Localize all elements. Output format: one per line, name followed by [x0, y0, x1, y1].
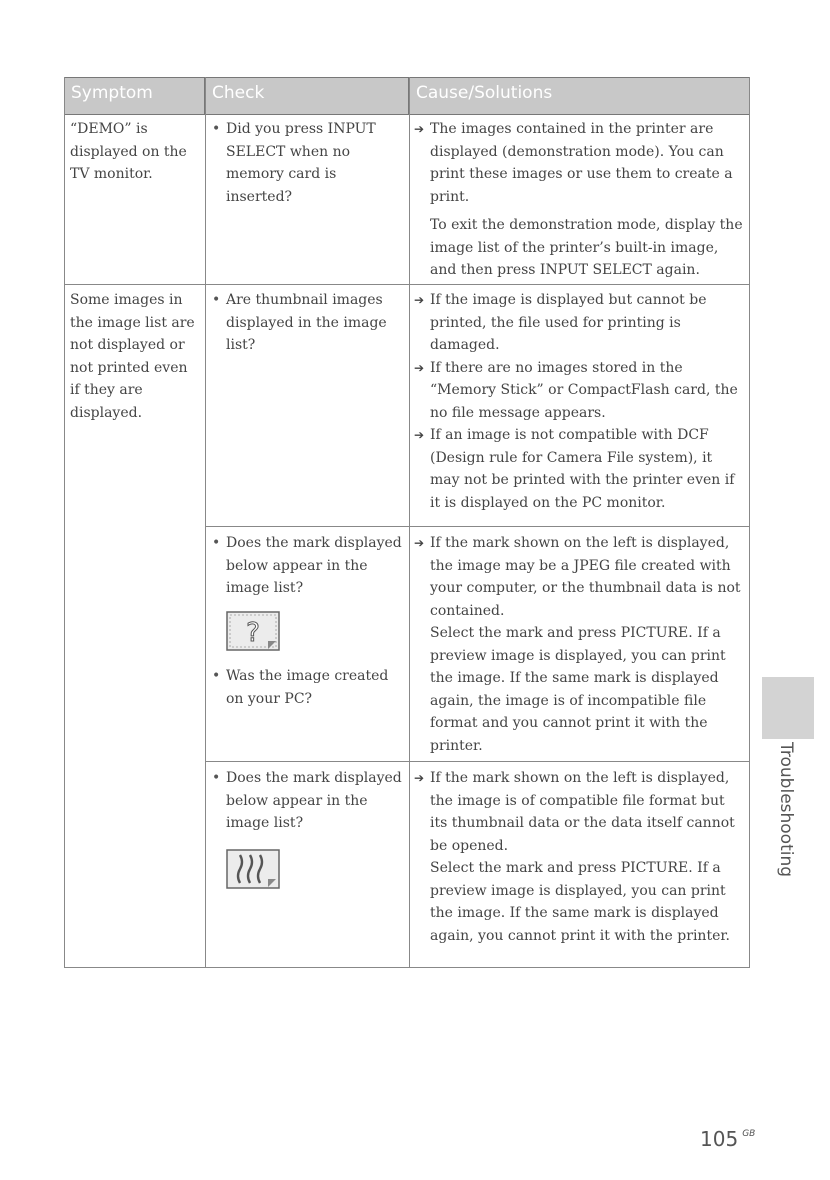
- row2-cause-1a: ➔ If the image is displayed but cannot be printed, the file used for printing is damaged.: [416, 289, 746, 357]
- mark-question-glyph: ?: [246, 618, 260, 648]
- corrupt-data-mark-icon: [226, 849, 280, 889]
- table-divider-2: [409, 77, 410, 968]
- row2-cause2-cell: [416, 532, 746, 757]
- row-divider-3: [205, 761, 750, 762]
- row2-cause1-cell: [416, 289, 746, 514]
- row2-symptom: Some images in the image list are not displayed or not printed even if they are displayed.: [70, 292, 195, 421]
- row2-cause-3a: ➔ If the mark shown on the left is displayed, the image is of compatible file format but its thumbnail data or the data itself cannot be opened.: [416, 767, 746, 857]
- row1-symptom-cell: [70, 118, 196, 186]
- row2-check3-cell: [212, 665, 406, 710]
- section-label-text: Troubleshooting: [776, 742, 796, 878]
- row2-check-4: • Does the mark displayed below appear in the image list?: [212, 767, 406, 835]
- header-symptom: [64, 77, 205, 115]
- section-tab-marker: [762, 677, 814, 739]
- row-divider-1: [64, 284, 750, 285]
- page-number-suffix: GB: [742, 1129, 756, 1139]
- section-label: [774, 742, 804, 878]
- table-border-bottom: [64, 967, 750, 968]
- no-thumbnail-mark-icon: [226, 611, 280, 651]
- row2-check2-cell: [212, 532, 406, 600]
- row1-check: • Did you press INPUT SELECT when no memory card is inserted?: [212, 118, 404, 208]
- header-check-label: Check: [212, 83, 265, 103]
- table-divider-1: [205, 77, 206, 968]
- header-cause-label: Cause/Solutions: [416, 83, 553, 103]
- page-number: [700, 1127, 755, 1151]
- row2-cause-2a: ➔ If the mark shown on the left is displayed, the image may be a JPEG file created with your computer, or the thumbnail data is not contained.: [416, 532, 746, 622]
- row2-check-2: • Does the mark displayed below appear in the image list?: [212, 532, 406, 600]
- row1-cause-2: To exit the demonstration mode, display the image list of the printer’s built-in image, and then press INPUT SELECT again.: [430, 217, 743, 278]
- header-symptom-label: Symptom: [71, 83, 153, 103]
- row1-cause-cell: [416, 118, 746, 282]
- row2-cause-3b: Select the mark and press PICTURE. If a preview image is displayed, you can print the image. If the same mark is displayed again, you cannot print it with the printer.: [430, 860, 730, 944]
- row2-cause-2b: Select the mark and press PICTURE. If a preview image is displayed, you can print the image. If the same mark is displayed again, the image is of incompatible file format and you cannot print it with the printer.: [430, 625, 726, 754]
- row2-check1-cell: [212, 289, 404, 357]
- table-border-right: [749, 77, 750, 968]
- page-number-value: 105: [700, 1127, 739, 1151]
- troubleshooting-table: [64, 77, 750, 968]
- row2-check-3: • Was the image created on your PC?: [212, 665, 406, 710]
- row1-cause-1: ➔ The images contained in the printer are displayed (demonstration mode). You can print these images or use them to create a print.: [416, 118, 746, 208]
- row2-symptom-cell: [70, 289, 196, 424]
- table-border-left: [64, 77, 65, 968]
- row1-symptom: “DEMO” is displayed on the TV monitor.: [70, 121, 187, 182]
- row-divider-2: [205, 526, 750, 527]
- header-check: [205, 77, 409, 115]
- row2-check4-cell: [212, 767, 406, 835]
- header-cause: [409, 77, 750, 115]
- row2-cause-1c: ➔ If an image is not compatible with DCF (Design rule for Camera File system), it may not be printed with the printer even if it is displayed on the PC monitor.: [416, 424, 746, 514]
- row2-cause3-cell: [416, 767, 746, 947]
- row2-cause-1b: ➔ If there are no images stored in the “Memory Stick” or CompactFlash card, the no file message appears.: [416, 357, 746, 425]
- row2-check-1: • Are thumbnail images displayed in the image list?: [212, 289, 404, 357]
- row1-check-cell: [212, 118, 404, 208]
